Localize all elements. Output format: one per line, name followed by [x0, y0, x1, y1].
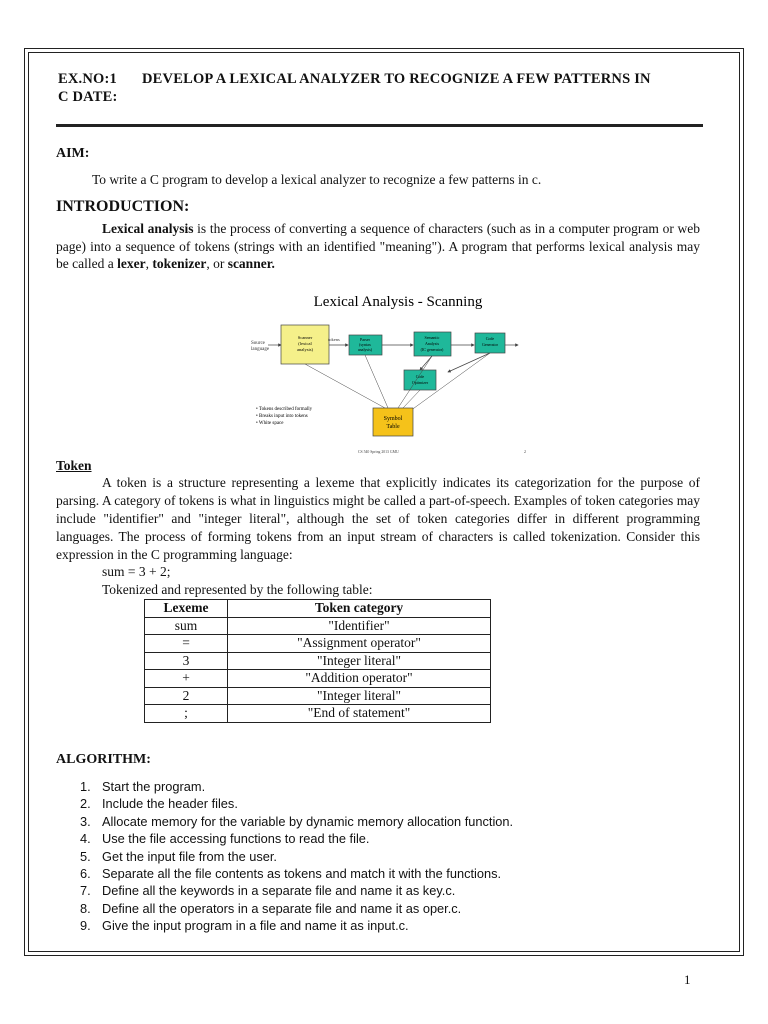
step-text: Give the input program in a file and name it as input.c. [102, 918, 409, 934]
step-text: Allocate memory for the variable by dynamic memory allocation function. [102, 813, 514, 829]
lexeme-cell: sum [145, 617, 228, 635]
tokenized-caption: Tokenized and represented by the following table: [102, 582, 373, 597]
parser-label: Parser [360, 337, 370, 342]
scanner-label: Scanner [297, 335, 313, 340]
exercise-title-cont: C DATE: [58, 89, 118, 105]
semantic-label-2: Analysis [425, 341, 439, 346]
semantic-label-3: (IC generator) [420, 347, 444, 352]
semantic-label: Semantic [424, 335, 440, 340]
category-cell: "Addition operator" [228, 670, 491, 688]
codegen-label: Code [485, 336, 495, 341]
exercise-number: EX.NO:1 [58, 71, 117, 87]
category-cell: "End of statement" [228, 705, 491, 723]
scanner-label-3: analysis) [297, 347, 313, 352]
codeopt-label-2: Optimizer [411, 380, 429, 385]
intro-tokenizer: tokenizer [152, 256, 207, 271]
figure-bullet: • Breaks input into tokens [256, 414, 308, 419]
table-row [145, 687, 491, 705]
algorithm-step: 2. Include the header files. [80, 796, 238, 812]
figure-slide-number: 2 [524, 449, 526, 454]
introduction-heading: INTRODUCTION: [56, 198, 190, 215]
figure-footer: CS 540 Spring 2013 GMU [358, 450, 399, 454]
c-expression: sum = 3 + 2; [102, 564, 171, 579]
step-text: Get the input file from the user. [102, 848, 277, 864]
table-row [145, 670, 491, 688]
algorithm-step: 8. Define all the operators in a separate file and name it as oper.c. [80, 900, 462, 916]
codegen-label-2: Generator [482, 342, 498, 347]
lexical-analysis-figure [248, 286, 528, 458]
intro-term: Lexical analysis [102, 221, 194, 236]
algorithm-step: 3. Allocate memory for the variable by dynamic memory allocation function. [80, 813, 514, 829]
intro-text: is the process of converting a sequence of characters (such as in a computer program or web page) into a sequence of tokens (strings with an identified "meaning"). A program that performs lexical analysis may be called a [56, 221, 700, 271]
tokens-label: tokens [328, 337, 340, 342]
header-divider [56, 124, 703, 127]
algorithm-step: 4. Use the file accessing functions to read the file. [80, 831, 370, 847]
token-text: A token is a structure representing a lexeme that explicitly indicates its categorization for the purpose of parsing. A category of tokens is what in linguistics might be called a part-of-speech. Examples of token categories may include "identifier" and "integer literal", although the set of token categories differ in different programming languages. The process of forming tokens from an input stream of characters is called tokenization. Consider this expression in the C programming language: [56, 475, 700, 562]
step-text: Define all the operators in a separate file and name it as oper.c. [102, 900, 462, 916]
table-row [145, 617, 491, 635]
token-paragraph [56, 474, 700, 564]
token-table [144, 599, 491, 723]
algorithm-heading: ALGORITHM: [56, 752, 151, 767]
table-row [145, 652, 491, 670]
introduction-paragraph [56, 220, 700, 273]
lexeme-cell: = [145, 635, 228, 653]
lexeme-cell: 2 [145, 687, 228, 705]
lexeme-cell: + [145, 670, 228, 688]
step-text: Start the program. [102, 779, 206, 794]
codeopt-label: Code [415, 374, 425, 379]
table-row [145, 705, 491, 723]
aim-text: To write a C program to develop a lexical analyzer to recognize a few patterns in c. [92, 172, 542, 187]
exercise-header [58, 70, 701, 106]
step-text: Separate all the file contents as tokens and match it with the functions. [102, 865, 502, 881]
scanner-label-2: (lexical [298, 341, 312, 346]
algorithm-step: 7. Define all the keywords in a separate file and name it as key.c. [80, 883, 456, 899]
page-number: 1 [684, 972, 691, 987]
figure-source-label: Source [251, 341, 265, 346]
intro-lexer: lexer [117, 256, 146, 271]
aim-heading: AIM: [56, 146, 90, 161]
algorithm-step: 6. Separate all the file contents as tokens and match it with the functions. [80, 865, 502, 881]
intro-scanner: scanner. [227, 256, 275, 271]
figure-bullet: • White space [256, 421, 284, 426]
lexeme-cell: ; [145, 705, 228, 723]
lexeme-cell: 3 [145, 652, 228, 670]
table-header: Lexeme [145, 600, 228, 618]
symbol-table-box [373, 408, 413, 436]
category-cell: "Integer literal" [228, 687, 491, 705]
category-cell: "Integer literal" [228, 652, 491, 670]
figure-source-label-2: language [251, 347, 270, 352]
parser-label-2: (syntax [359, 342, 371, 347]
step-text: Include the header files. [102, 796, 238, 812]
category-cell: "Assignment operator" [228, 635, 491, 653]
figure-title: Lexical Analysis - Scanning [313, 294, 483, 310]
algorithm-list [56, 778, 513, 935]
category-cell: "Identifier" [228, 617, 491, 635]
algorithm-step: 1. Start the program. [80, 779, 206, 794]
token-heading: Token [56, 458, 92, 473]
intro-comma: , [145, 256, 153, 271]
symtab-label-2: Table [386, 424, 400, 430]
step-text: Use the file accessing functions to read the file. [102, 831, 370, 847]
intro-or: , or [206, 256, 228, 271]
table-row [145, 635, 491, 653]
table-header: Token category [228, 600, 491, 618]
symtab-label: Symbol [383, 416, 403, 422]
parser-label-3: analysis) [357, 347, 373, 352]
figure-bullet: • Tokens described formally [256, 407, 313, 412]
algorithm-step: 5. Get the input file from the user. [80, 848, 277, 864]
exercise-title: DEVELOP A LEXICAL ANALYZER TO RECOGNIZE A FEW PATTERNS IN [142, 71, 651, 87]
step-text: Define all the keywords in a separate file and name it as key.c. [102, 883, 456, 899]
algorithm-step: 9. Give the input program in a file and name it as input.c. [80, 918, 409, 934]
